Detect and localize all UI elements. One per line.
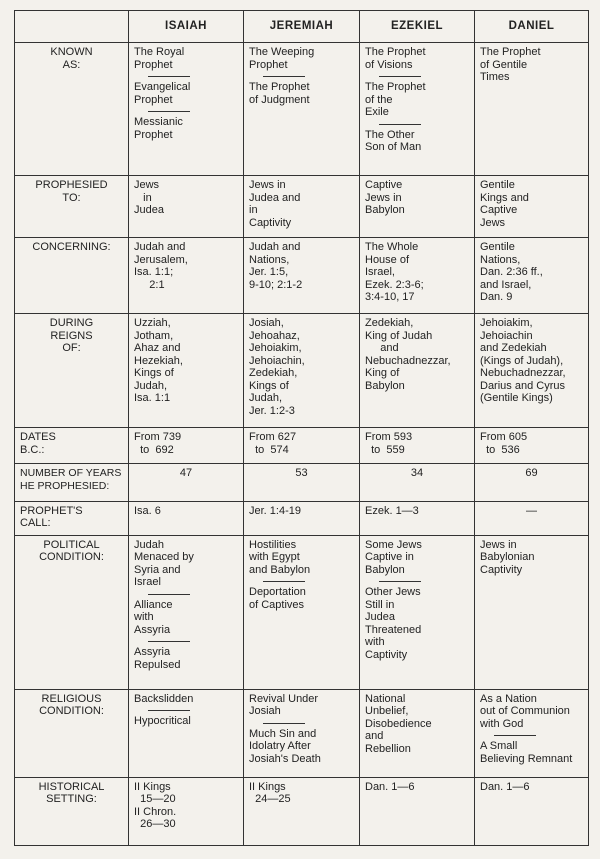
cell-text: A Small Believing Remnant: [480, 740, 573, 765]
cell-text: The Whole House of Israel, Ezek. 2:3-6; 3:4-10, 17: [365, 241, 424, 304]
cell-text: Captive Jews in Babylon: [365, 179, 405, 217]
row-label: RELIGIOUS CONDITION:: [15, 689, 129, 777]
cell-ezekiel: [360, 238, 475, 314]
cell-jeremiah: [244, 464, 360, 501]
cell-text: From 605 to 536: [480, 431, 528, 456]
cell-isaiah: [129, 501, 244, 535]
cell-text: Hypocritical: [134, 715, 191, 728]
cell-jeremiah: [244, 314, 360, 428]
cell-daniel: [475, 314, 589, 428]
cell-ezekiel: [360, 535, 475, 689]
cell-daniel: [475, 464, 589, 501]
cell-daniel: [475, 689, 589, 777]
cell-isaiah: [129, 314, 244, 428]
cell-text: Much Sin and Idolatry After Josiah's Death: [249, 727, 321, 765]
row-label: PROPHET'S CALL:: [15, 501, 129, 535]
cell-text: The Prophet of the Exile: [365, 81, 426, 118]
cell-jeremiah: [244, 501, 360, 535]
cell-text: Hostilities with Egypt and Babylon: [249, 538, 311, 576]
divider: [148, 594, 190, 595]
row-label: HISTORICAL SETTING:: [15, 777, 129, 845]
cell-text: Judah and Jerusalem, Isa. 1:1; 2:1: [134, 241, 188, 291]
cell-text: Evangelical Prophet: [134, 81, 191, 106]
cell-text: Revival Under Josiah: [249, 692, 319, 718]
row-prophets-call: [15, 501, 589, 535]
cell-isaiah: [129, 238, 244, 314]
cell-text: Deportation of Captives: [249, 586, 306, 611]
cell-text: 53: [295, 467, 308, 480]
cell-text: The Royal Prophet: [134, 46, 185, 71]
cell-isaiah: [129, 43, 244, 176]
cell-text: 69: [525, 467, 538, 480]
cell-daniel: [475, 43, 589, 176]
cell-jeremiah: [244, 535, 360, 689]
cell-isaiah: [129, 428, 244, 464]
cell-isaiah: [129, 176, 244, 238]
prophets-comparison-table: [14, 10, 589, 846]
cell-ezekiel: [360, 176, 475, 238]
row-during-reigns-of: [15, 314, 589, 428]
row-label: DURING REIGNS OF:: [15, 314, 129, 428]
divider: [148, 710, 190, 711]
cell-text: Judah and Nations, Jer. 1:5, 9-10; 2:1-2: [249, 241, 303, 291]
cell-text: Other Jews Still in Judea Threatened with Captivity: [365, 586, 422, 661]
cell-jeremiah: [244, 43, 360, 176]
row-dates: [15, 428, 589, 464]
row-label: KNOWN AS:: [15, 43, 129, 176]
cell-text: As a Nation out of Communion with God: [480, 692, 570, 730]
cell-text: Isa. 6: [134, 504, 161, 517]
row-label: PROPHESIED TO:: [15, 176, 129, 238]
cell-daniel: [475, 777, 589, 845]
cell-text: From 593 to 559: [365, 431, 413, 456]
cell-jeremiah: [244, 689, 360, 777]
divider: [379, 124, 421, 125]
row-political-condition: [15, 535, 589, 689]
divider: [263, 76, 305, 77]
header-corner: [15, 11, 129, 43]
divider: [379, 76, 421, 77]
cell-ezekiel: [360, 501, 475, 535]
divider: [263, 723, 305, 724]
column-header-jeremiah: JEREMIAH: [244, 11, 360, 43]
divider: [148, 641, 190, 642]
cell-text: Josiah, Jehoahaz, Jehoiakim, Jehoiachin, Zedekiah, Kings of Judah, Jer. 1:2-3: [249, 317, 305, 417]
cell-text: 34: [410, 467, 424, 480]
cell-text: From 739 to 692: [134, 431, 182, 456]
column-header-isaiah: ISAIAH: [129, 11, 244, 43]
cell-text: Uzziah, Jotham, Ahaz and Hezekiah, Kings of Judah, Isa. 1:1: [134, 317, 183, 405]
row-prophesied-to: [15, 176, 589, 238]
cell-ezekiel: [360, 428, 475, 464]
row-historical-setting: [15, 777, 589, 845]
row-label: POLITICAL CONDITION:: [15, 535, 129, 689]
cell-text: The Prophet of Gentile Times: [480, 46, 541, 83]
cell-isaiah: [129, 535, 244, 689]
divider: [494, 735, 536, 736]
cell-text: Jer. 1:4-19: [249, 504, 301, 517]
cell-text: Zedekiah, King of Judah and Nebuchadnezzar, King of Babylon: [365, 317, 451, 392]
cell-text: Jews in Judea: [134, 179, 164, 217]
row-label: DATES B.C.:: [15, 428, 129, 464]
cell-text: National Unbelief, Disobedience and Rebellion: [365, 692, 432, 755]
cell-text: Jews in Babylonian Captivity: [480, 538, 535, 576]
cell-text: The Weeping Prophet: [249, 46, 315, 71]
header-row: [15, 11, 589, 43]
divider: [148, 76, 190, 77]
cell-jeremiah: [244, 428, 360, 464]
cell-ezekiel: [360, 689, 475, 777]
cell-isaiah: [129, 689, 244, 777]
cell-text: Alliance with Assyria: [134, 598, 173, 636]
cell-text: Jews in Judea and in Captivity: [249, 179, 301, 229]
cell-ezekiel: [360, 43, 475, 176]
divider: [263, 581, 305, 582]
cell-text: From 627 to 574: [249, 431, 297, 456]
cell-text: Dan. 1—6: [480, 780, 530, 793]
cell-text: II Kings 24—25: [249, 780, 291, 806]
cell-daniel: [475, 428, 589, 464]
cell-text: The Prophet of Judgment: [249, 81, 310, 106]
column-header-daniel: DANIEL: [475, 11, 589, 43]
cell-text: Jehoiakim, Jehoiachin and Zedekiah (Kings of Judah), Nebuchadnezzar, Darius and Cyrus (Gentile Kings): [480, 317, 566, 405]
cell-isaiah: [129, 777, 244, 845]
row-label: NUMBER OF YEARS HE PROPHESIED:: [15, 464, 129, 501]
divider: [148, 111, 190, 112]
row-religious-condition: [15, 689, 589, 777]
cell-text: Backslidden: [134, 692, 194, 705]
cell-text: 47: [179, 467, 193, 480]
cell-text: Some Jews Captive in Babylon: [365, 538, 422, 576]
cell-text: Gentile Nations, Dan. 2:36 ff., and Israel, Dan. 9: [480, 241, 543, 304]
cell-isaiah: [129, 464, 244, 501]
cell-ezekiel: [360, 777, 475, 845]
cell-text: Assyria Repulsed: [134, 646, 181, 671]
cell-jeremiah: [244, 238, 360, 314]
cell-jeremiah: [244, 176, 360, 238]
cell-text: Gentile Kings and Captive Jews: [480, 179, 529, 229]
cell-daniel: [475, 176, 589, 238]
cell-ezekiel: [360, 464, 475, 501]
cell-text: Ezek. 1—3: [365, 504, 419, 517]
cell-daniel: [475, 535, 589, 689]
cell-text: The Other Son of Man: [365, 128, 422, 153]
cell-text: The Prophet of Visions: [365, 46, 426, 71]
row-concerning: [15, 238, 589, 314]
cell-daniel: [475, 238, 589, 314]
cell-ezekiel: [360, 314, 475, 428]
cell-text: II Kings 15—20 II Chron. 26—30: [134, 780, 177, 831]
cell-text: Messianic Prophet: [134, 116, 183, 141]
cell-text: Dan. 1—6: [365, 780, 415, 793]
cell-text: —: [526, 504, 537, 517]
cell-daniel: [475, 501, 589, 535]
row-label: CONCERNING:: [15, 238, 129, 314]
divider: [379, 581, 421, 582]
cell-jeremiah: [244, 777, 360, 845]
column-header-ezekiel: EZEKIEL: [360, 11, 475, 43]
cell-text: Judah Menaced by Syria and Israel: [134, 538, 194, 589]
row-known-as: [15, 43, 589, 176]
row-years-prophesied: [15, 464, 589, 501]
